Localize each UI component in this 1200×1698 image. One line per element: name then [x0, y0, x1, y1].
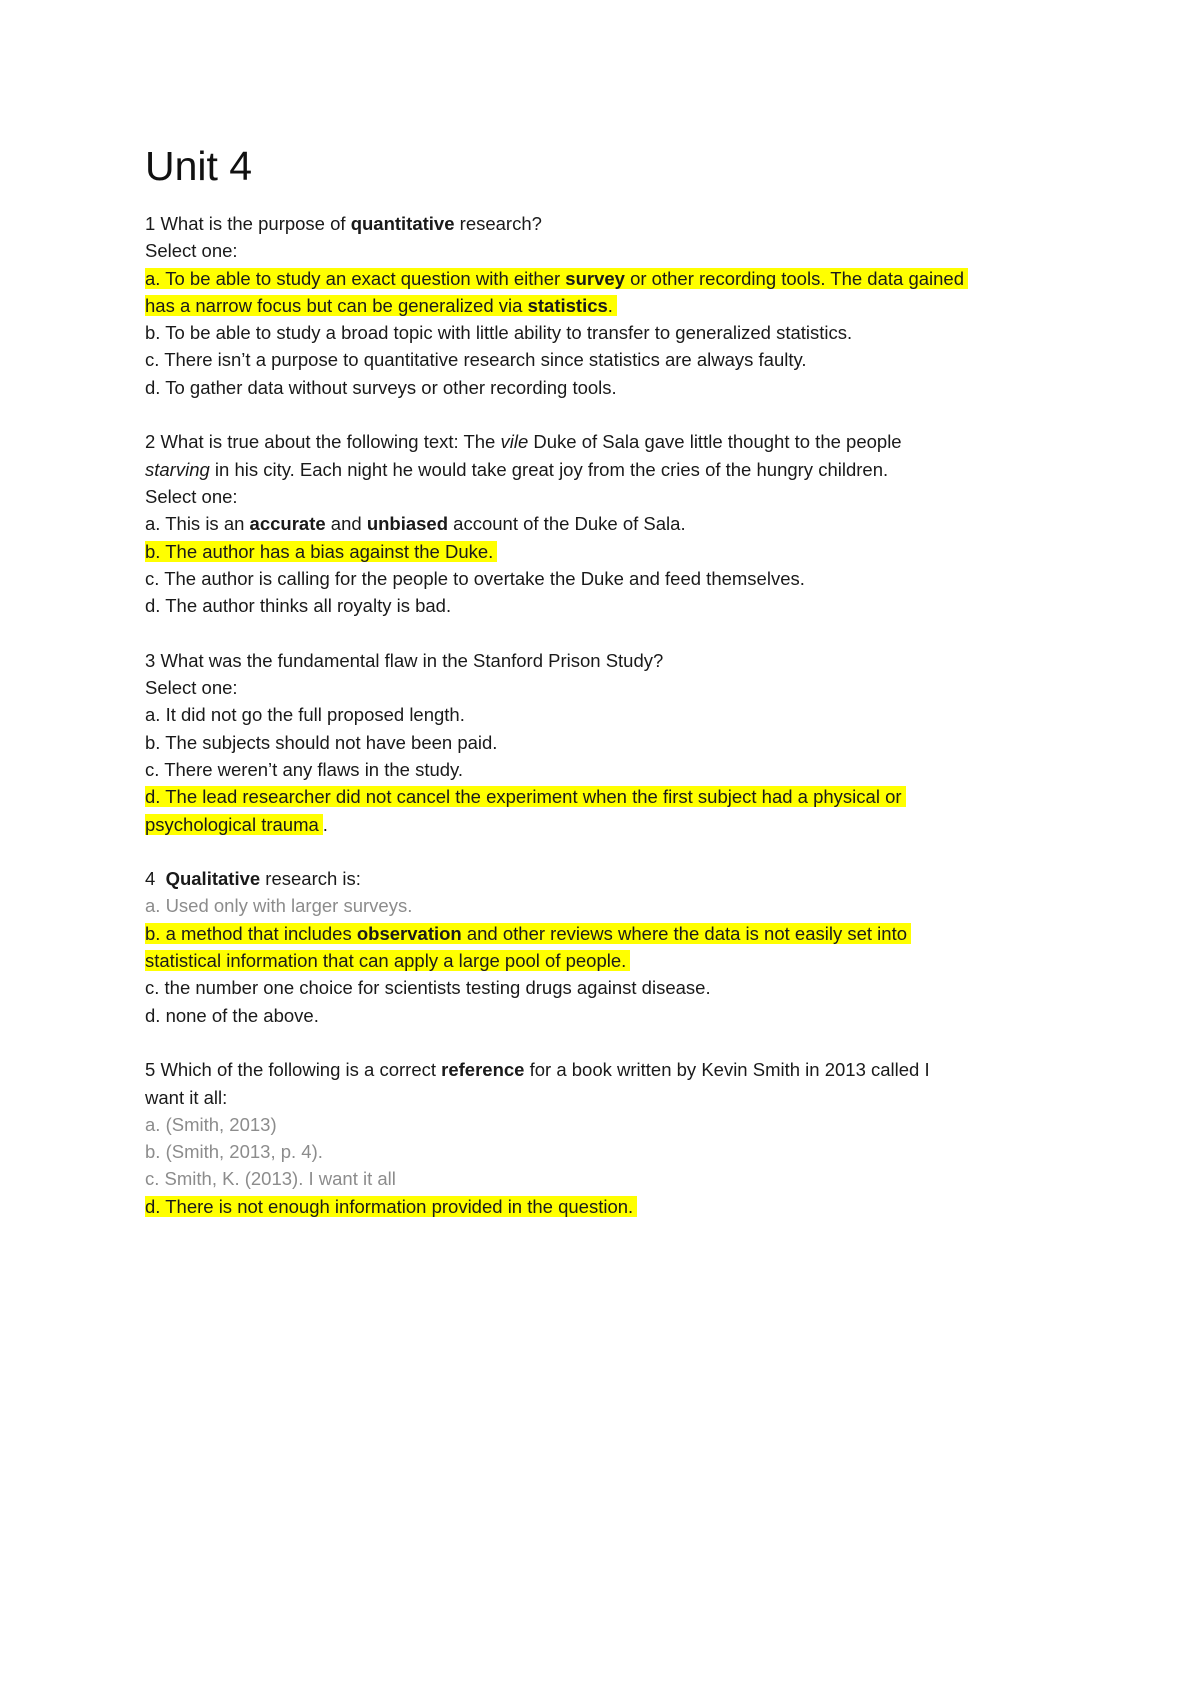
highlighted-answer: psychological trauma — [145, 814, 323, 835]
question-number: 2 — [145, 431, 156, 453]
question-3-option-c: c. There weren’t any flaws in the study. — [145, 758, 464, 780]
question-text: What was the fundamental flaw in the Stanford Prison Study? — [160, 649, 664, 671]
question-italic-word: starving — [145, 458, 210, 480]
question-2-option-d: d. The author thinks all royalty is bad. — [145, 595, 452, 617]
answer-text: . — [607, 294, 613, 316]
question-1-stem — [145, 210, 1065, 237]
highlighted-answer — [145, 268, 968, 289]
question-italic-word: vile — [500, 431, 529, 453]
answer-keyword: unbiased — [366, 513, 449, 535]
question-2-option-a — [145, 510, 1065, 537]
question-4-option-b-cont — [145, 947, 1065, 974]
question-2-stem-cont — [145, 456, 1065, 483]
answer-text: account of the Duke of Sala. — [448, 513, 686, 535]
question-3-option-d-cont — [145, 811, 1065, 838]
answer-text: and — [325, 513, 367, 535]
question-text: research? — [454, 213, 542, 234]
select-one-label: Select one: — [145, 677, 238, 699]
highlighted-answer: d. The lead researcher did not cancel the experiment when the first subject had a physical or — [145, 786, 906, 807]
question-5-option-a: a. (Smith, 2013) — [145, 1113, 277, 1135]
question-4-option-c: c. the number one choice for scientists testing drugs against disease. — [145, 977, 711, 999]
question-3-option-b: b. The subjects should not have been paid. — [145, 731, 498, 753]
question-1 — [145, 210, 1065, 401]
answer-keyword: statistics — [527, 294, 608, 316]
highlighted-answer — [145, 923, 911, 944]
question-5-stem-cont: want it all: — [145, 1086, 228, 1108]
question-2-stem — [145, 428, 1065, 455]
select-one-label: Select one: — [145, 485, 238, 507]
page-title: Unit 4 — [145, 143, 253, 189]
question-number: 1 — [145, 213, 156, 234]
question-4-option-d: d. none of the above. — [145, 1004, 319, 1026]
question-number: 4 — [145, 868, 156, 890]
question-keyword: quantitative — [350, 213, 455, 234]
question-text: research is: — [260, 868, 361, 890]
answer-text: and other reviews where the data is not easily set into — [461, 922, 907, 944]
question-number: 3 — [145, 649, 156, 671]
answer-text: b. a method that includes — [145, 922, 357, 944]
question-2-option-b — [145, 538, 1065, 565]
answer-text: a. This is an — [145, 513, 250, 535]
question-1-option-c: c. There isn’t a purpose to quantitative research since statistics are always faulty. — [145, 349, 807, 371]
question-text: What is the purpose of — [160, 213, 351, 234]
highlighted-answer: b. The author has a bias against the Duke. — [145, 541, 497, 562]
question-text: Duke of Sala gave little thought to the people — [528, 431, 902, 453]
answer-text: . — [322, 813, 328, 835]
answer-text: has a narrow focus but can be generalized via — [145, 294, 528, 316]
question-keyword: Qualitative — [165, 868, 261, 890]
question-number: 5 — [145, 1059, 156, 1081]
question-text: Which of the following is a correct — [160, 1059, 442, 1081]
question-1-option-b: b. To be able to study a broad topic with little ability to transfer to generalized statistics. — [145, 322, 853, 344]
question-4-option-b — [145, 920, 1065, 947]
question-5 — [145, 1056, 1065, 1220]
question-4 — [145, 865, 1065, 1029]
answer-keyword: accurate — [249, 513, 326, 535]
question-text: for a book written by Kevin Smith in 2013 called I — [524, 1059, 930, 1081]
answer-text: a. To be able to study an exact question with either — [145, 267, 566, 289]
highlighted-answer: d. There is not enough information provided in the question. — [145, 1196, 637, 1217]
question-keyword: reference — [441, 1059, 525, 1081]
question-2-option-c: c. The author is calling for the people to overtake the Duke and feed themselves. — [145, 567, 805, 589]
document-body — [145, 140, 1065, 1247]
highlighted-answer: statistical information that can apply a large pool of people. — [145, 950, 630, 971]
question-5-option-d — [145, 1193, 1065, 1220]
question-4-stem — [145, 865, 1065, 892]
question-3 — [145, 647, 1065, 838]
question-3-option-d — [145, 783, 1065, 810]
question-text: in his city. Each night he would take great joy from the cries of the hungry children. — [209, 458, 889, 480]
question-5-option-b: b. (Smith, 2013, p. 4). — [145, 1141, 323, 1163]
question-2 — [145, 428, 1065, 619]
question-1-option-a-cont — [145, 292, 1065, 319]
highlighted-answer — [145, 295, 617, 316]
question-5-stem — [145, 1056, 1065, 1083]
question-3-stem — [145, 647, 1065, 674]
question-3-option-a: a. It did not go the full proposed length. — [145, 704, 465, 726]
answer-keyword: survey — [565, 267, 625, 289]
select-one-label: Select one: — [145, 240, 238, 262]
question-4-option-a: a. Used only with larger surveys. — [145, 895, 413, 917]
question-5-option-c: c. Smith, K. (2013). I want it all — [145, 1168, 396, 1190]
answer-keyword: observation — [356, 922, 462, 944]
question-1-option-a — [145, 265, 1065, 292]
answer-text: or other recording tools. The data gained — [624, 267, 964, 289]
question-1-option-d: d. To gather data without surveys or other recording tools. — [145, 376, 617, 398]
question-text: What is true about the following text: The — [160, 431, 501, 453]
